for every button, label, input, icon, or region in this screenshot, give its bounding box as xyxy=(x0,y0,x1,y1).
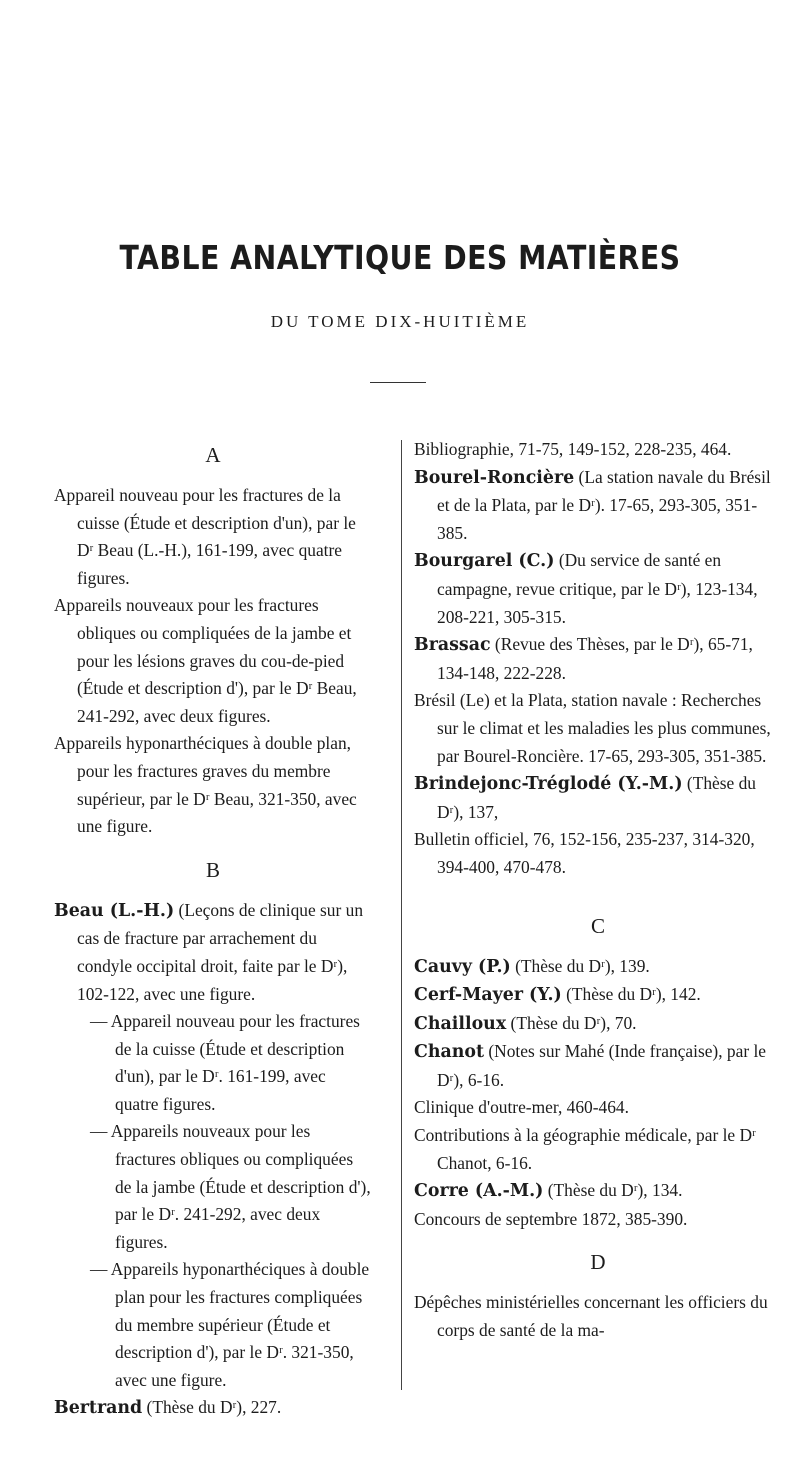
entry-text: (Notes sur Mahé (Inde française), par le Dʳ), 6-16. xyxy=(437,1041,767,1090)
index-subentry: — Appareil nouveau pour les fractures de la cuisse (Étude et description d'un), par le Dʳ. 161-199, avec quatre figures. xyxy=(90,1011,360,1114)
entry-text: (Thèse du Dʳ), 142. xyxy=(561,984,701,1005)
section-letter-a: A xyxy=(205,443,221,467)
entry-text: (Thèse du Dʳ), 139. xyxy=(510,955,650,976)
entry-text: (Thèse du Dʳ), 227. xyxy=(142,1397,282,1418)
index-entry: Appareil nouveau pour les fractures de la cuisse (Étude et description d'un), par le Dʳ Beau (L.-H.), 161-199, avec quatre figures. xyxy=(54,485,356,588)
index-entry-brassac xyxy=(414,631,782,687)
index-entry-corre xyxy=(414,1177,782,1206)
entry-text: (Thèse du Dʳ), 137, xyxy=(437,773,756,822)
entry-text: (Thèse du Dʳ), 70. xyxy=(506,1012,637,1033)
author-name: Chailloux xyxy=(414,1013,507,1034)
index-subentry: — Appareils nouveaux pour les fractures obliques ou compliquées de la jambe (Étude et description d'), par le Dʳ. 241-292, avec deux figures. xyxy=(90,1121,371,1252)
page-title: TABLE ANALYTIQUE DES MATIÈRES xyxy=(119,238,681,277)
index-entry-cerf xyxy=(414,981,782,1010)
index-entry: Appareils nouveaux pour les fractures obliques ou compliquées de la jambe et pour les lésions graves du cou-de-pied (Étude et description d'), par le Dʳ Beau, 241-292, avec deux figures. xyxy=(54,595,357,726)
entry-text: (Revue des Thèses, par le Dʳ), 65-71, 134-148, 222-228. xyxy=(437,634,753,683)
author-name: Cauvy (P.) xyxy=(414,956,511,977)
column-divider xyxy=(401,440,402,1390)
entry-text: (Thèse du Dʳ), 134. xyxy=(543,1180,683,1201)
index-entry: Bibliographie, 71-75, 149-152, 228-235, 464. xyxy=(414,439,732,459)
section-letter-b: B xyxy=(205,857,220,882)
index-entry-chailloux xyxy=(414,1010,782,1039)
section-letter-d: D xyxy=(590,1250,606,1275)
author-name: Brindejonc-Tréglodé (Y.-M.) xyxy=(414,774,683,795)
index-entry-bertrand xyxy=(54,1394,372,1423)
index-entry: Brésil (Le) et la Plata, station navale : Recherches sur le climat et les maladies les plus communes, par Bourel-Roncière. 17-65, 293-305, 351-385. xyxy=(414,690,771,766)
entry-text: (Du service de santé en campagne, revue critique, par le Dʳ), 123-134, 208-221, 305-315. xyxy=(437,550,758,627)
author-name: Chanot xyxy=(414,1042,485,1063)
author-name: Brassac xyxy=(414,635,491,656)
author-name: Beau (L.-H.) xyxy=(54,900,175,921)
index-entry: Dépêches ministérielles concernant les officiers du corps de santé de la ma- xyxy=(414,1292,768,1341)
entry-text: (La station navale du Brésil et de la Plata, par le Dʳ). 17-65, 293-305, 351-385. xyxy=(437,466,771,543)
index-entry-chanot xyxy=(414,1038,782,1094)
index-entry: Bulletin officiel, 76, 152-156, 235-237, 314-320, 394-400, 470-478. xyxy=(414,829,755,877)
index-entry: Clinique d'outre-mer, 460-464. xyxy=(414,1097,629,1118)
author-name: Bertrand xyxy=(54,1398,143,1419)
index-entry-beau xyxy=(54,897,372,1008)
section-letter-c: C xyxy=(590,913,605,938)
page-subtitle: DU TOME DIX-HUITIÈME xyxy=(270,312,530,331)
index-entry-cauvy xyxy=(414,953,782,982)
index-entry-bourgarel xyxy=(414,547,782,631)
right-column xyxy=(414,436,782,1345)
title-rule xyxy=(370,382,426,383)
author-name: Cerf-Mayer (Y.) xyxy=(414,985,562,1006)
index-entry: Appareils hyponarthéciques à double plan, pour les fractures graves du membre supérieur, par le Dʳ Beau, 321-350, avec une figure. xyxy=(54,733,357,837)
left-column xyxy=(54,438,372,1423)
index-entry-brindejonc xyxy=(414,770,782,826)
entry-text: (Leçons de clinique sur un cas de fracture par arrachement du condyle occipital droit, faite par le Dʳ), 102-122, avec une figure. xyxy=(77,899,364,1004)
index-entry: Contributions à la géographie médicale, par le Dʳ Chanot, 6-16. xyxy=(414,1125,756,1173)
author-name: Bourgarel (C.) xyxy=(414,551,555,572)
author-name: Corre (A.-M.) xyxy=(414,1181,544,1202)
index-entry: Concours de septembre 1872, 385-390. xyxy=(414,1208,688,1229)
index-subentry: — Appareils hyponarthéciques à double plan pour les fractures compliquées du membre supérieur (Étude et description d'), par le Dʳ. 321-350, avec une figure. xyxy=(90,1259,370,1390)
author-name: Bourel-Roncière xyxy=(414,467,575,488)
index-entry-bourel xyxy=(414,464,782,548)
